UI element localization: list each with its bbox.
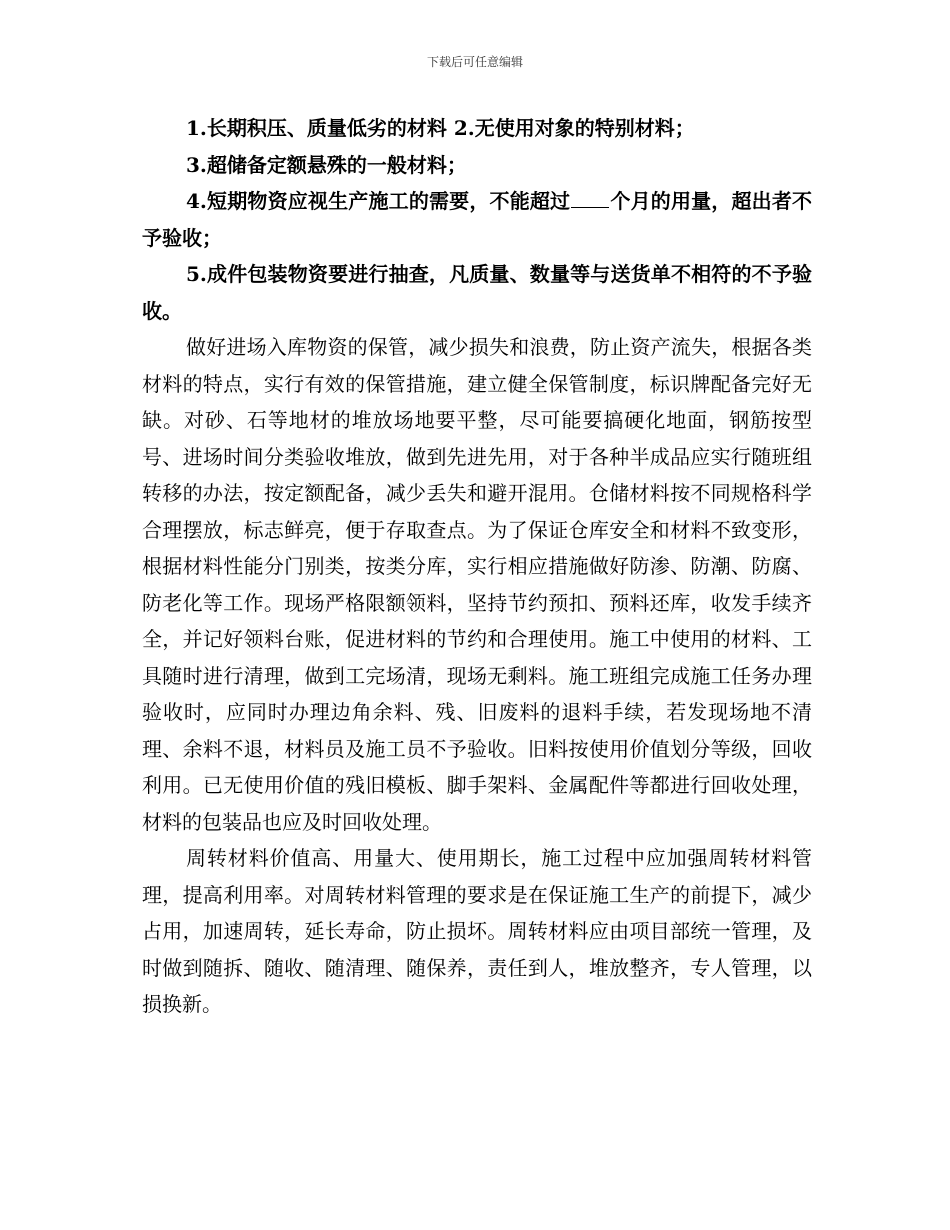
list-item-4-text-after: 个月的用量，超出者不予验收； xyxy=(142,189,812,250)
list-item-4-text-before: 4.短期物资应视生产施工的需要，不能超过 xyxy=(186,189,571,213)
page-header-caption: 下载后可任意编辑 xyxy=(426,55,523,69)
list-item-3: 3.超储备定额悬殊的一般材料； xyxy=(186,152,467,177)
list-item-5: 5.成件包装物资要进行抽查，凡质量、数量等与送货单不相符的不予验收。 xyxy=(142,262,812,323)
list-item-1-2: 1.长期积压、质量低劣的材料 2.无使用对象的特别材料； xyxy=(186,116,695,140)
paragraph-storage: 做好进场入库物资的保管，减少损失和浪费，防止资产流失，根据各类材料的特点，实行有效的保管措施，建立健全保管制度，标识牌配备完好无缺。对砂、石等地材的堆放场地要平整，尽可能要搞硬化地面，钢筋按型号、进场时间分类验收堆放，做到先进先用，对于各种半成品应实行随班组转移的办法，按定额配备，减少丢失和避开混用。仓储材料按不同规格科学合理摆放，标志鲜亮，便于存取查点。为了保证仓库安全和材料不致变形，根据材料性能分门别类，按类分库，实行相应措施做好防渗、防潮、防腐、防老化等工作。现场严格限额领料，坚持节约预扣、预料还库，收发手续齐全，并记好领料台账，促进材料的节约和合理使用。施工中使用的材料、工具随时进行清理，做到工完场清，现场无剩料。施工班组完成施工任务办理验收时，应同时办理边角余料、残、旧废料的退料手续，若发现场地不清理、余料不退，材料员及施工员不予验收。旧料按使用价值划分等级，回收利用。已无使用价值的残旧模板、脚手架料、金属配件等都进行回收处理，材料的包装品也应及时回收处理。 xyxy=(142,335,812,834)
list-item-4 xyxy=(142,183,812,256)
paragraph-turnover: 周转材料价值高、用量大、使用期长，施工过程中应加强周转材料管理，提高利用率。对周转材料管理的要求是在保证施工生产的前提下，减少占用，加速周转，延长寿命，防止损坏。周转材料应由项目部统一管理，及时做到随拆、随收、随清理、随保养，责任到人，堆放整齐，专人管理，以损换新。 xyxy=(142,846,812,1016)
fill-in-blank xyxy=(571,189,609,208)
document-body xyxy=(142,110,812,1023)
